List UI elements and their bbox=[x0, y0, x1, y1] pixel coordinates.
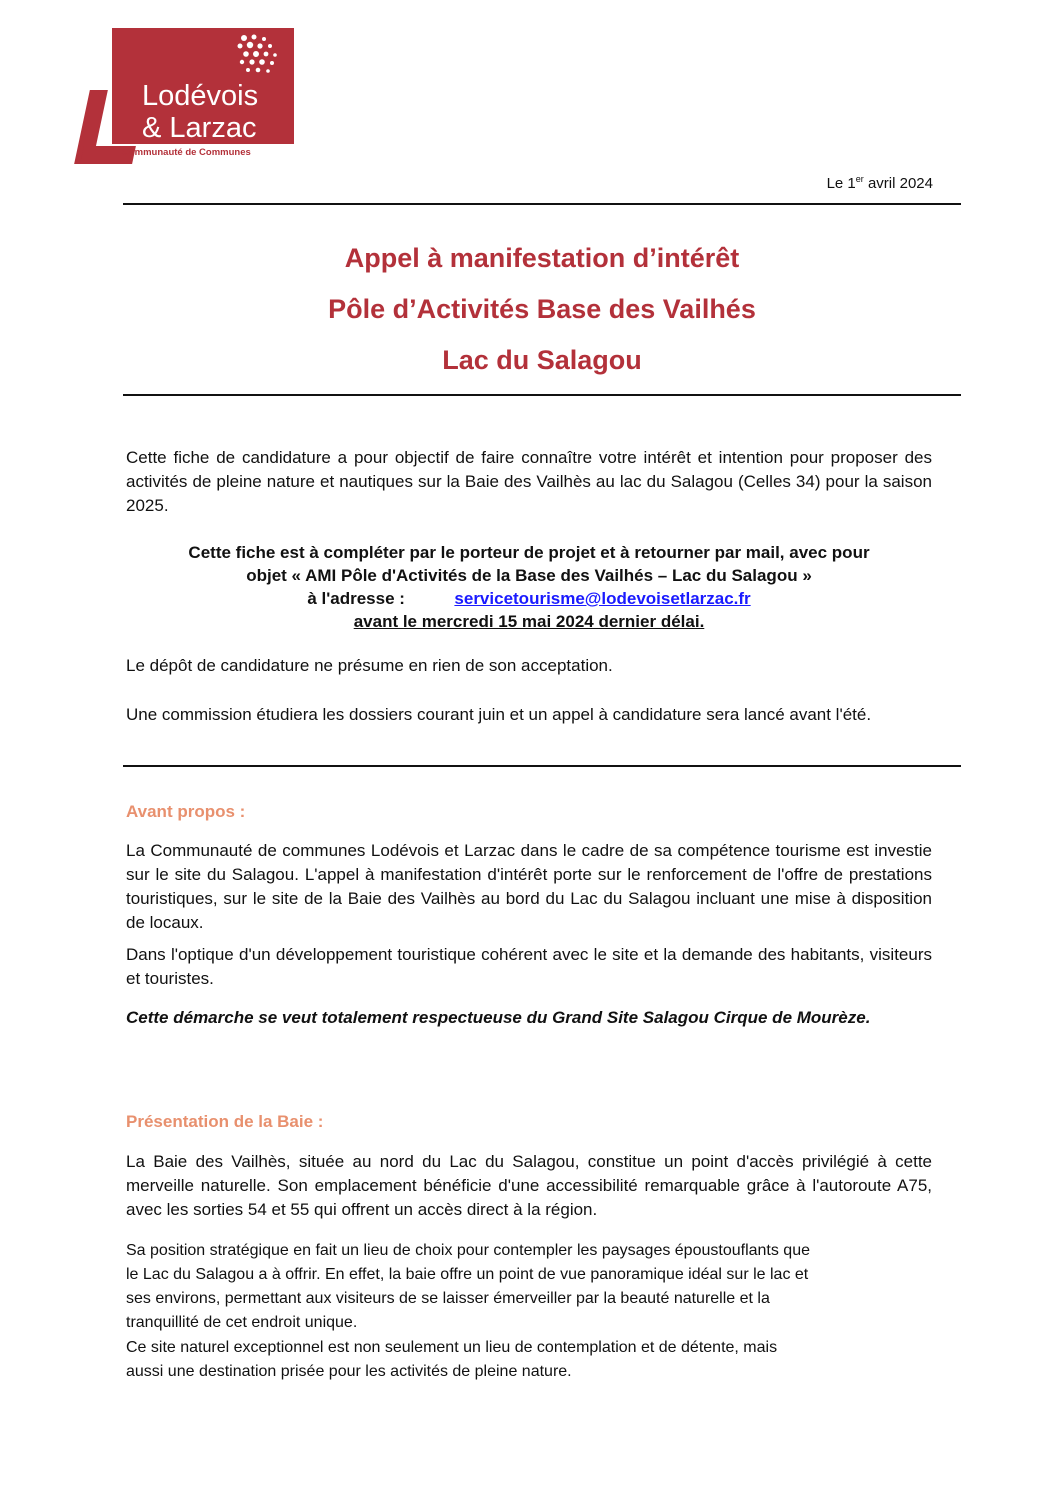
avant-propos-paragraph-2: Dans l'optique d'un développement touristique cohérent avec le site et la demande des habitants, visiteurs et touristes. bbox=[126, 945, 932, 988]
presentation-line: ses environs, permettant aux visiteurs de se laisser émerveiller par la beauté naturelle et la bbox=[126, 1290, 770, 1307]
title-line3: Lac du Salagou bbox=[442, 345, 642, 375]
logo-text-line1: Lodévois bbox=[142, 80, 259, 112]
divider bbox=[123, 765, 961, 767]
document-date: Le 1er avril 2024 bbox=[826, 174, 933, 192]
presentation-line: aussi une destination prisée pour les activités de pleine nature. bbox=[126, 1363, 572, 1380]
deadline: avant le mercredi 15 mai 2024 dernier délai. bbox=[353, 612, 705, 631]
section-heading-presentation: Présentation de la Baie : bbox=[126, 1112, 324, 1131]
logo-dots-icon bbox=[232, 34, 282, 78]
presentation-line: Ce site naturel exceptionnel est non seulement un lieu de contemplation et de détente, mais bbox=[126, 1339, 778, 1356]
divider bbox=[123, 394, 961, 396]
address-line bbox=[126, 587, 932, 611]
logo-text-line2: & Larzac bbox=[142, 112, 257, 144]
email-link[interactable]: servicetourisme@lodevoisetlarzac.fr bbox=[454, 589, 751, 608]
title-line2: Pôle d’Activités Base des Vailhés bbox=[328, 294, 756, 324]
presentation-line: le Lac du Salagou a à offrir. En effet, la baie offre un point de vue panoramique idéal sur le lac et bbox=[126, 1266, 809, 1283]
intro-paragraph: Cette fiche de candidature a pour objectif de faire connaître votre intérêt et intention pour proposer des activités de pleine nature et nautiques sur la Baie des Vailhès au lac du Salagou (Celles 34) pour la saison 2025. bbox=[126, 448, 932, 515]
section-heading-avant-propos: Avant propos : bbox=[126, 802, 246, 821]
logo-tagline: Communauté de Communes bbox=[122, 147, 251, 158]
title-line1: Appel à manifestation d’intérêt bbox=[344, 243, 740, 273]
instructions-line2: objet « AMI Pôle d'Activités de la Base des Vailhés – Lac du Salagou » bbox=[246, 566, 812, 585]
divider bbox=[123, 203, 961, 205]
presentation-line: tranquillité de cet endroit unique. bbox=[126, 1314, 358, 1331]
presentation-line: Sa position stratégique en fait un lieu de choix pour contempler les paysages époustouflants que bbox=[126, 1242, 810, 1259]
avant-propos-emphasis: Cette démarche se veut totalement respectueuse du Grand Site Salagou Cirque de Mourèze. bbox=[126, 1008, 871, 1027]
address-label: à l'adresse : bbox=[307, 589, 405, 608]
avant-propos-paragraph: La Communauté de communes Lodévois et Larzac dans le cadre de sa compétence tourisme est investie sur le site du Salagou. L'appel à manifestation d'intérêt porte sur le renforcement de l'offre de prestations touristiques, sur le site de la Baie des Vailhès au bord du Lac du Salagou incluant une mise à disposition de locaux. bbox=[126, 841, 932, 932]
instructions-line1: Cette fiche est à compléter par le porteur de projet et à retourner par mail, avec pour bbox=[188, 543, 870, 562]
candidature-note: Le dépôt de candidature ne présume en rien de son acceptation. bbox=[126, 656, 613, 675]
logo bbox=[82, 28, 294, 168]
commission-note: Une commission étudiera les dossiers courant juin et un appel à candidature sera lancé avant l'été. bbox=[126, 705, 872, 724]
presentation-paragraph: La Baie des Vailhès, située au nord du Lac du Salagou, constitue un point d'accès privilégié à cette merveille naturelle. Son emplacement bénéficie d'une accessibilité remarquable grâce à l'autoroute A75, avec les sorties 54 et 55 qui offrent un accès direct à la région. bbox=[126, 1152, 932, 1219]
